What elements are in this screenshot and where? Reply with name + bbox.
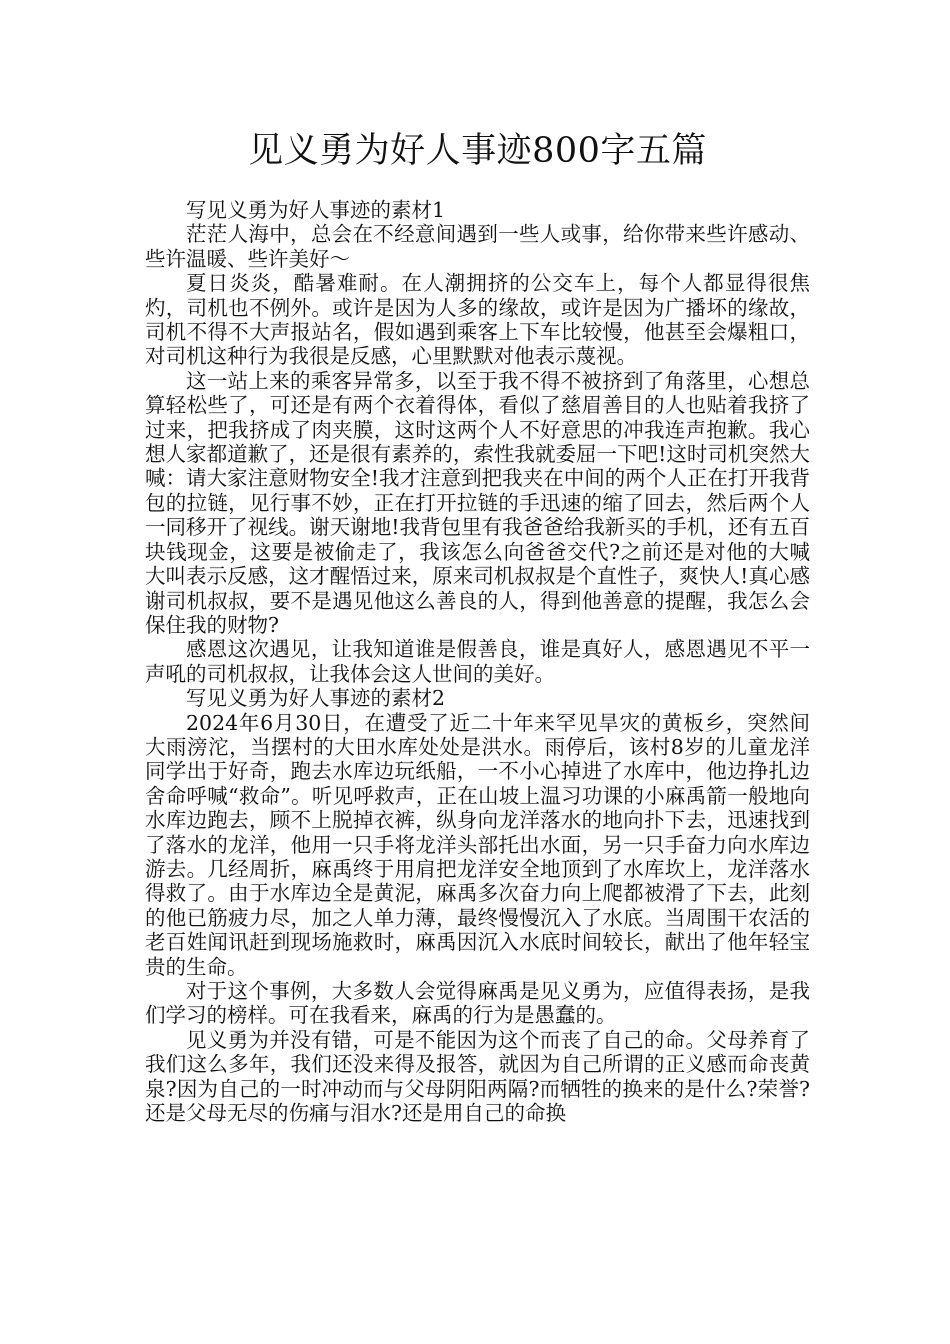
paragraph: 对于这个事例，大多数人会觉得麻禹是见义勇为，应值得表扬，是我们学习的榜样。可在我看来，麻禹的行为是愚蠢的。 xyxy=(145,979,810,1028)
paragraph: 感恩这次遇见，让我知道谁是假善良，谁是真好人，感恩遇见不平一声吼的司机叔叔，让我体会这人世间的美好。 xyxy=(145,637,810,686)
paragraph: 夏日炎炎，酷暑难耐。在人潮拥挤的公交车上，每个人都显得很焦灼，司机也不例外。或许是因为人多的缘故，或许是因为广播坏的缘故，司机不得不大声报站名，假如遇到乘客上下车比较慢，他甚至会爆粗口，对司机这种行为我很是反感，心里默默对他表示蔑视。 xyxy=(145,271,810,369)
document-page xyxy=(145,128,810,1125)
document-body xyxy=(145,198,810,1125)
document-title: 见义勇为好人事迹800字五篇 xyxy=(248,131,707,171)
paragraph: 这一站上来的乘客异常多，以至于我不得不被挤到了角落里，心想总算轻松些了，可还是有两个衣着得体，看似了慈眉善目的人也贴着我挤了过来，把我挤成了肉夹膜，这时这两个人不好意思的冲我连声抱歉。我心想人家都道歉了，还是很有素养的，索性我就委屈一下吧!这时司机突然大喊：请大家注意财物安全!我才注意到把我夹在中间的两个人正在打开我背包的拉链，见行事不妙，正在打开拉链的手迅速的缩了回去，然后两个人一同移开了视线。谢天谢地!我背包里有我爸爸给我新买的手机，还有五百块钱现金，这要是被偷走了，我该怎么向爸爸交代?之前还是对他的大喊大叫表示反感，这才醒悟过来，原来司机叔叔是个直性子，爽快人!真心感谢司机叔叔，要不是遇见他这么善良的人，得到他善意的提醒，我怎么会保住我的财物? xyxy=(145,368,810,637)
paragraph: 见义勇为并没有错，可是不能因为这个而丧了自己的命。父母养育了我们这么多年，我们还没来得及报答，就因为自己所谓的正义感而命丧黄泉?因为自己的一时冲动而与父母阴阳两隔?而牺牲的换来的是什么?荣誉?还是父母无尽的伤痛与泪水?还是用自己的命换 xyxy=(145,1027,810,1126)
paragraph: 茫茫人海中，总会在不经意间遇到一些人或事，给你带来些许感动、些许温暖、些许美好～ xyxy=(145,222,810,271)
section-heading: 写见义勇为好人事迹的素材1 xyxy=(186,198,446,222)
paragraph: 2024年6月30日，在遭受了近二十年来罕见旱灾的黄板乡，突然间大雨滂沱，当摆村的大田水库处处是洪水。雨停后，该村8岁的儿童龙洋同学出于好奇，跑去水库边玩纸船，一不小心掉进了水库中，他边挣扎边舍命呼喊“救命”。听见呼救声，正在山坡上温习功课的小麻禹箭一般地向水库边跑去，顾不上脱掉衣裤，纵身向龙洋落水的地向扑下去，迅速找到了落水的龙洋，他用一只手将龙洋头部托出水面，另一只手奋力向水库边游去。几经周折，麻禹终于用肩把龙洋安全地顶到了水库坎上，龙洋落水得救了。由于水库边全是黄泥，麻禹多次奋力向上爬都被滑了下去，此刻的他已筋疲力尽，加之人单力薄，最终慢慢沉入了水底。当周围干农活的老百姓闻讯赶到现场施救时，麻禹因沉入水底时间较长，献出了他年轻宝贵的生命。 xyxy=(145,710,810,979)
section-heading: 写见义勇为好人事迹的素材2 xyxy=(186,686,446,711)
